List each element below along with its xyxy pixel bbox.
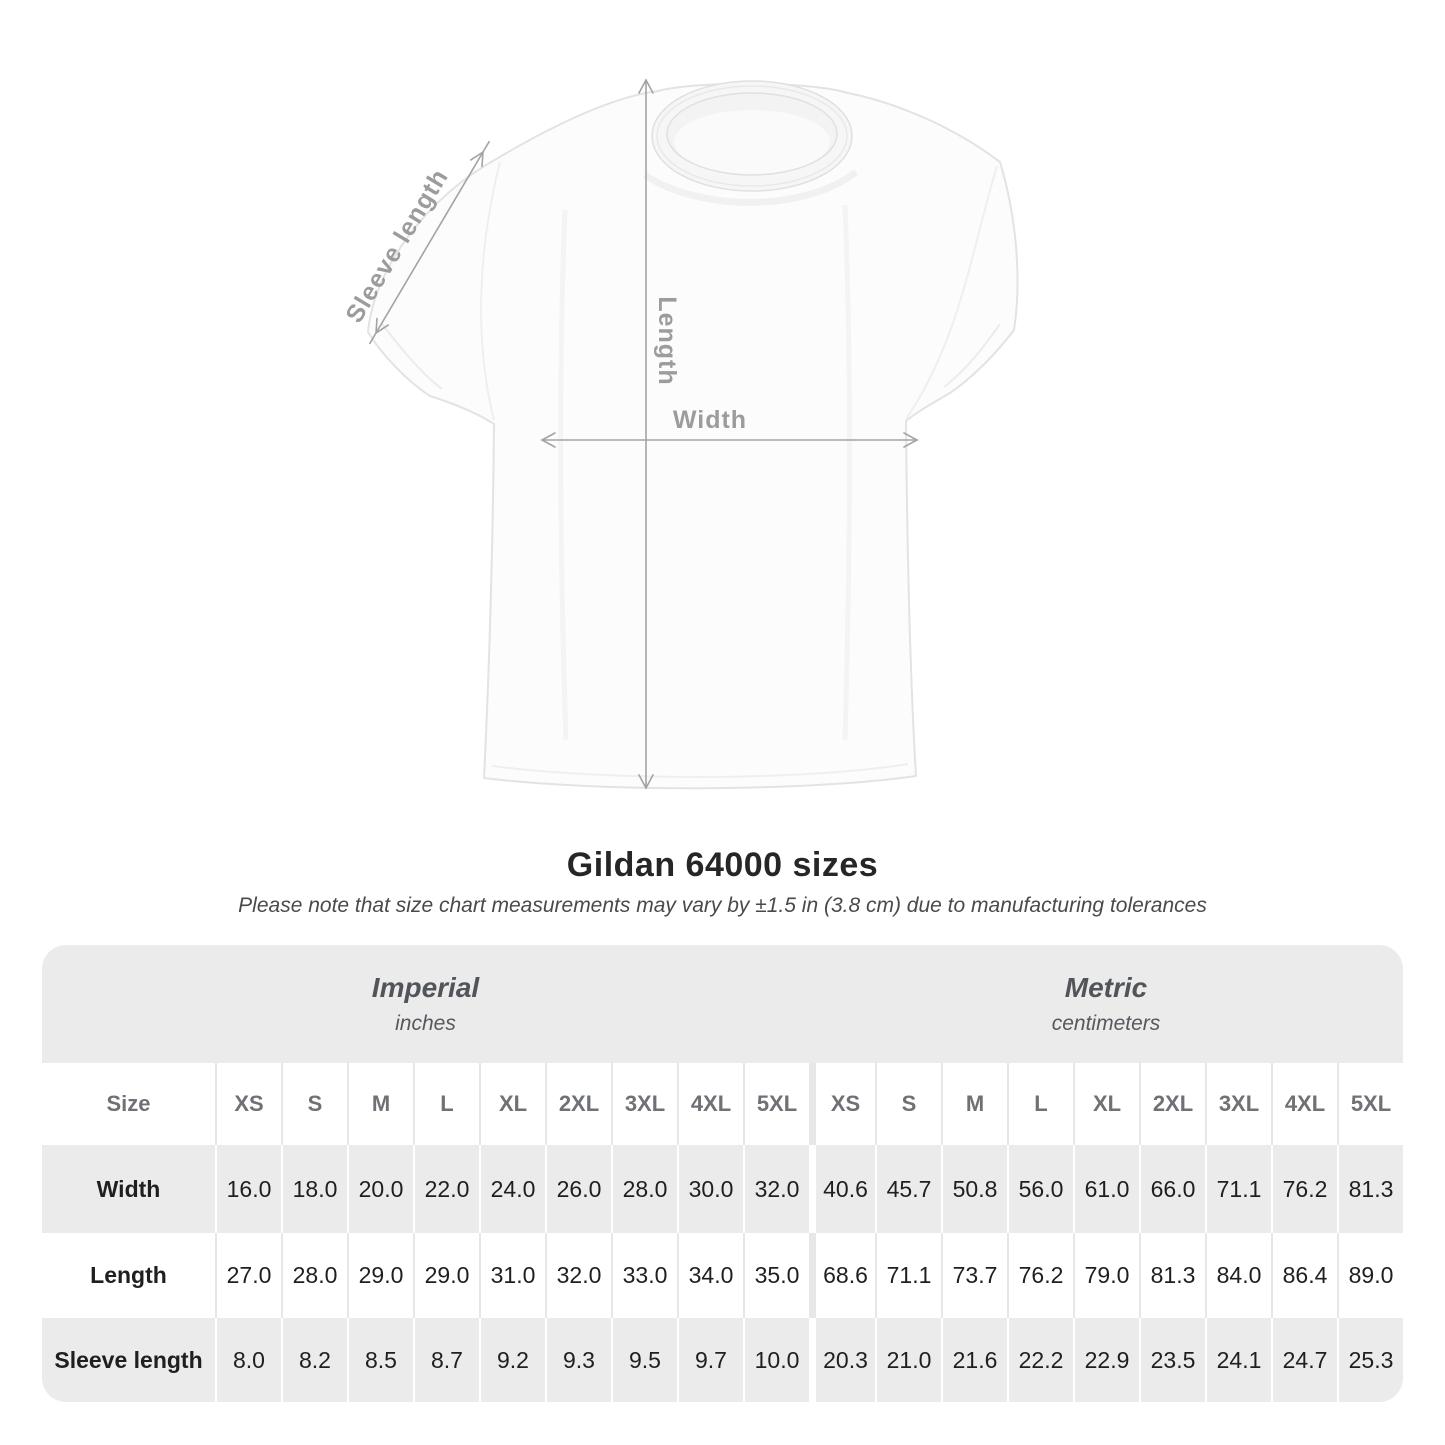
value-cell: 8.7 [413, 1318, 479, 1402]
size-column-header: Size [42, 1063, 215, 1145]
length-row [42, 1233, 1403, 1318]
value-cell: 22.2 [1007, 1318, 1073, 1402]
row-label-length: Length [42, 1233, 215, 1318]
imperial-size-header-xs: XS [215, 1063, 281, 1145]
tshirt-illustration [368, 81, 1018, 788]
value-cell: 31.0 [479, 1233, 545, 1318]
value-cell: 71.1 [875, 1233, 941, 1318]
metric-size-header-2xl: 2XL [1139, 1063, 1205, 1145]
imperial-group-label: Imperial [371, 972, 480, 1003]
value-cell: 30.0 [677, 1145, 743, 1233]
value-cell: 9.2 [479, 1318, 545, 1402]
value-cell: 22.0 [413, 1145, 479, 1233]
size-chart-table [42, 945, 1403, 1402]
value-cell: 50.8 [941, 1145, 1007, 1233]
row-label-width: Width [42, 1145, 215, 1233]
value-cell: 9.5 [611, 1318, 677, 1402]
value-cell: 8.5 [347, 1318, 413, 1402]
metric-size-header-5xl: 5XL [1337, 1063, 1403, 1145]
value-cell: 16.0 [215, 1145, 281, 1233]
page-title: Gildan 64000 sizes [566, 846, 879, 884]
sleeve-length-row [42, 1318, 1403, 1402]
value-cell: 9.7 [677, 1318, 743, 1402]
imperial-size-header-2xl: 2XL [545, 1063, 611, 1145]
metric-size-header-s: S [875, 1063, 941, 1145]
length-label: Length [653, 296, 681, 386]
imperial-size-header-3xl: 3XL [611, 1063, 677, 1145]
value-cell: 66.0 [1139, 1145, 1205, 1233]
value-cell: 32.0 [545, 1233, 611, 1318]
row-label-sleeve-length: Sleeve length [42, 1318, 215, 1402]
metric-size-header-xl: XL [1073, 1063, 1139, 1145]
metric-size-header-xs: XS [809, 1063, 875, 1145]
value-cell: 25.3 [1337, 1318, 1403, 1402]
value-cell: 71.1 [1205, 1145, 1271, 1233]
tolerance-note: Please note that size chart measurements may vary by ±1.5 in (3.8 cm) due to manufacturing tolerances [238, 894, 1207, 917]
imperial-size-header-4xl: 4XL [677, 1063, 743, 1145]
value-cell: 56.0 [1007, 1145, 1073, 1233]
value-cell: 73.7 [941, 1233, 1007, 1318]
imperial-size-header-5xl: 5XL [743, 1063, 809, 1145]
value-cell: 21.6 [941, 1318, 1007, 1402]
metric-group-unit: centimeters [1051, 1012, 1161, 1035]
metric-size-header-4xl: 4XL [1271, 1063, 1337, 1145]
value-cell: 26.0 [545, 1145, 611, 1233]
imperial-group-unit: inches [395, 1012, 456, 1035]
value-cell: 24.7 [1271, 1318, 1337, 1402]
value-cell: 76.2 [1007, 1233, 1073, 1318]
value-cell: 61.0 [1073, 1145, 1139, 1233]
value-cell: 28.0 [611, 1145, 677, 1233]
width-label: Width [672, 406, 748, 434]
value-cell: 29.0 [413, 1233, 479, 1318]
value-cell: 68.6 [809, 1233, 875, 1318]
value-cell: 32.0 [743, 1145, 809, 1233]
value-cell: 81.3 [1337, 1145, 1403, 1233]
value-cell: 89.0 [1337, 1233, 1403, 1318]
value-cell: 23.5 [1139, 1318, 1205, 1402]
imperial-size-header-xl: XL [479, 1063, 545, 1145]
value-cell: 18.0 [281, 1145, 347, 1233]
value-cell: 21.0 [875, 1318, 941, 1402]
value-cell: 22.9 [1073, 1318, 1139, 1402]
value-cell: 33.0 [611, 1233, 677, 1318]
value-cell: 86.4 [1271, 1233, 1337, 1318]
value-cell: 24.0 [479, 1145, 545, 1233]
value-cell: 20.3 [809, 1318, 875, 1402]
value-cell: 8.0 [215, 1318, 281, 1402]
imperial-size-header-l: L [413, 1063, 479, 1145]
value-cell: 8.2 [281, 1318, 347, 1402]
width-row [42, 1145, 1403, 1233]
value-cell: 35.0 [743, 1233, 809, 1318]
value-cell: 45.7 [875, 1145, 941, 1233]
metric-size-header-m: M [941, 1063, 1007, 1145]
value-cell: 79.0 [1073, 1233, 1139, 1318]
value-cell: 10.0 [743, 1318, 809, 1402]
value-cell: 40.6 [809, 1145, 875, 1233]
metric-group-label: Metric [1064, 972, 1148, 1003]
sleeve-length-label: Sleeve length [340, 164, 454, 328]
value-cell: 81.3 [1139, 1233, 1205, 1318]
metric-group-header [809, 945, 1403, 1063]
value-cell: 28.0 [281, 1233, 347, 1318]
imperial-group-header [42, 945, 809, 1063]
value-cell: 27.0 [215, 1233, 281, 1318]
neck-interior-highlight [674, 110, 830, 174]
metric-size-header-3xl: 3XL [1205, 1063, 1271, 1145]
value-cell: 24.1 [1205, 1318, 1271, 1402]
imperial-size-header-m: M [347, 1063, 413, 1145]
value-cell: 20.0 [347, 1145, 413, 1233]
tshirt-silhouette [368, 84, 1018, 789]
value-cell: 9.3 [545, 1318, 611, 1402]
value-cell: 84.0 [1205, 1233, 1271, 1318]
value-cell: 29.0 [347, 1233, 413, 1318]
unit-group-header-row [42, 945, 1403, 1063]
size-header-row [42, 1063, 1403, 1145]
value-cell: 34.0 [677, 1233, 743, 1318]
metric-size-header-l: L [1007, 1063, 1073, 1145]
value-cell: 76.2 [1271, 1145, 1337, 1233]
imperial-size-header-s: S [281, 1063, 347, 1145]
